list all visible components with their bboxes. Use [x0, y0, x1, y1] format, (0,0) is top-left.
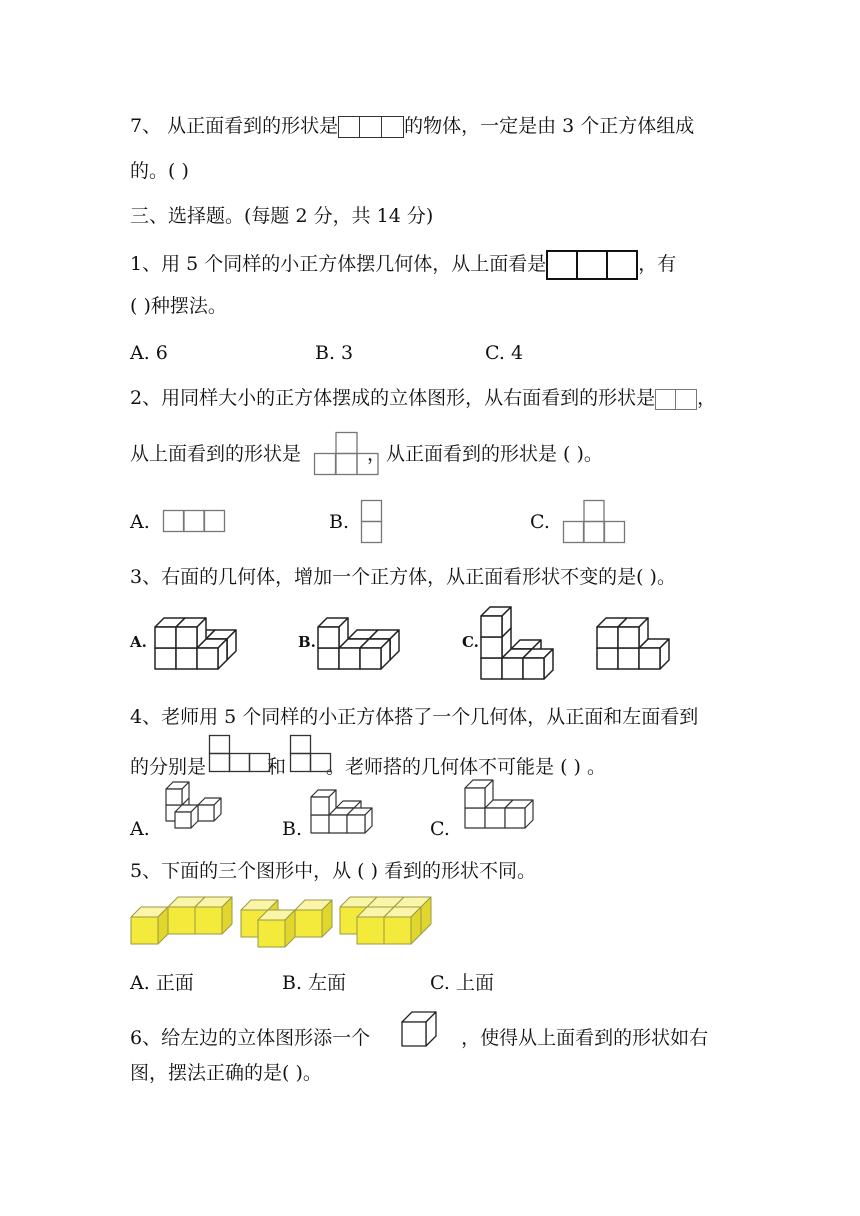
mc2-option-b[interactable]: B. [329, 511, 350, 533]
yellow-cube [258, 910, 295, 947]
mc4-option-a[interactable]: A. [130, 818, 150, 840]
mc2-option-c[interactable]: C. [530, 511, 550, 533]
mc4-line1: 4、老师用 5 个同样的小正方体搭了一个几何体，从正面和左面看到 [130, 706, 699, 728]
mc1-text-pre: 1、用 5 个同样的小正方体摆几何体，从上面看是 [130, 253, 547, 275]
mc6-text-post: ，使得从上面看到的形状如右 [461, 1027, 709, 1049]
mc2-text-pre: 2、用同样大小的正方体摆成的立体图形，从右面看到的形状是 [130, 387, 656, 409]
mc2-text2-pre: 从上面看到的形状是 [130, 443, 302, 465]
mc4-option-b[interactable]: B. [282, 818, 303, 840]
mc3-option-a[interactable]: A. [130, 633, 147, 651]
single-cube-icon [400, 1010, 440, 1050]
mc4-option-c[interactable]: C. [430, 818, 450, 840]
mc4-text-post: 。老师搭的几何体不可能是 ( ) 。 [326, 756, 606, 778]
yellow-cube [131, 907, 168, 944]
q7-text-pre: 7、 从正面看到的形状是 [130, 115, 339, 137]
yellow-cube [384, 907, 421, 944]
mc5-option-b[interactable]: B. 左面 [282, 972, 347, 994]
mc6-text-pre: 6、给左边的立体图形添一个 [130, 1027, 371, 1049]
mc5-option-a[interactable]: A. 正面 [130, 972, 194, 994]
mc1-option-a[interactable]: A. 6 [130, 342, 168, 364]
q7-text-post: 的物体，一定是由 3 个正方体组成 [404, 115, 695, 137]
mc3-option-b[interactable]: B. [298, 633, 316, 651]
q7-line2: 的。( ) [130, 160, 189, 182]
mc6-line2: 图，摆法正确的是( )。 [130, 1062, 322, 1084]
yellow-cube [295, 900, 332, 937]
mc4-text-mid: 和 [267, 756, 287, 778]
mc3-question: 3、右面的几何体，增加一个正方体，从正面看形状不变的是( )。 [130, 566, 676, 588]
mc2-text-post: ， [697, 387, 717, 409]
mc1-line2: ( )种摆法。 [130, 295, 227, 317]
section-title: 三、选择题。(每题 2 分，共 14 分) [130, 205, 434, 227]
mc2-option-a[interactable]: A. [130, 511, 150, 533]
mc3-option-c[interactable]: C. [462, 633, 479, 651]
mc1-option-b[interactable]: B. 3 [315, 342, 354, 364]
mc2-text2-post: ，从正面看到的形状是 ( )。 [367, 443, 603, 465]
mc5-option-c[interactable]: C. 上面 [430, 972, 494, 994]
mc1-option-c[interactable]: C. 4 [485, 342, 524, 364]
mc4-text-pre: 的分别是 [130, 756, 207, 778]
mc5-question: 5、下面的三个图形中，从 ( ) 看到的形状不同。 [130, 860, 537, 882]
yellow-cube [195, 897, 232, 934]
mc1-text-post: ，有 [638, 253, 677, 275]
